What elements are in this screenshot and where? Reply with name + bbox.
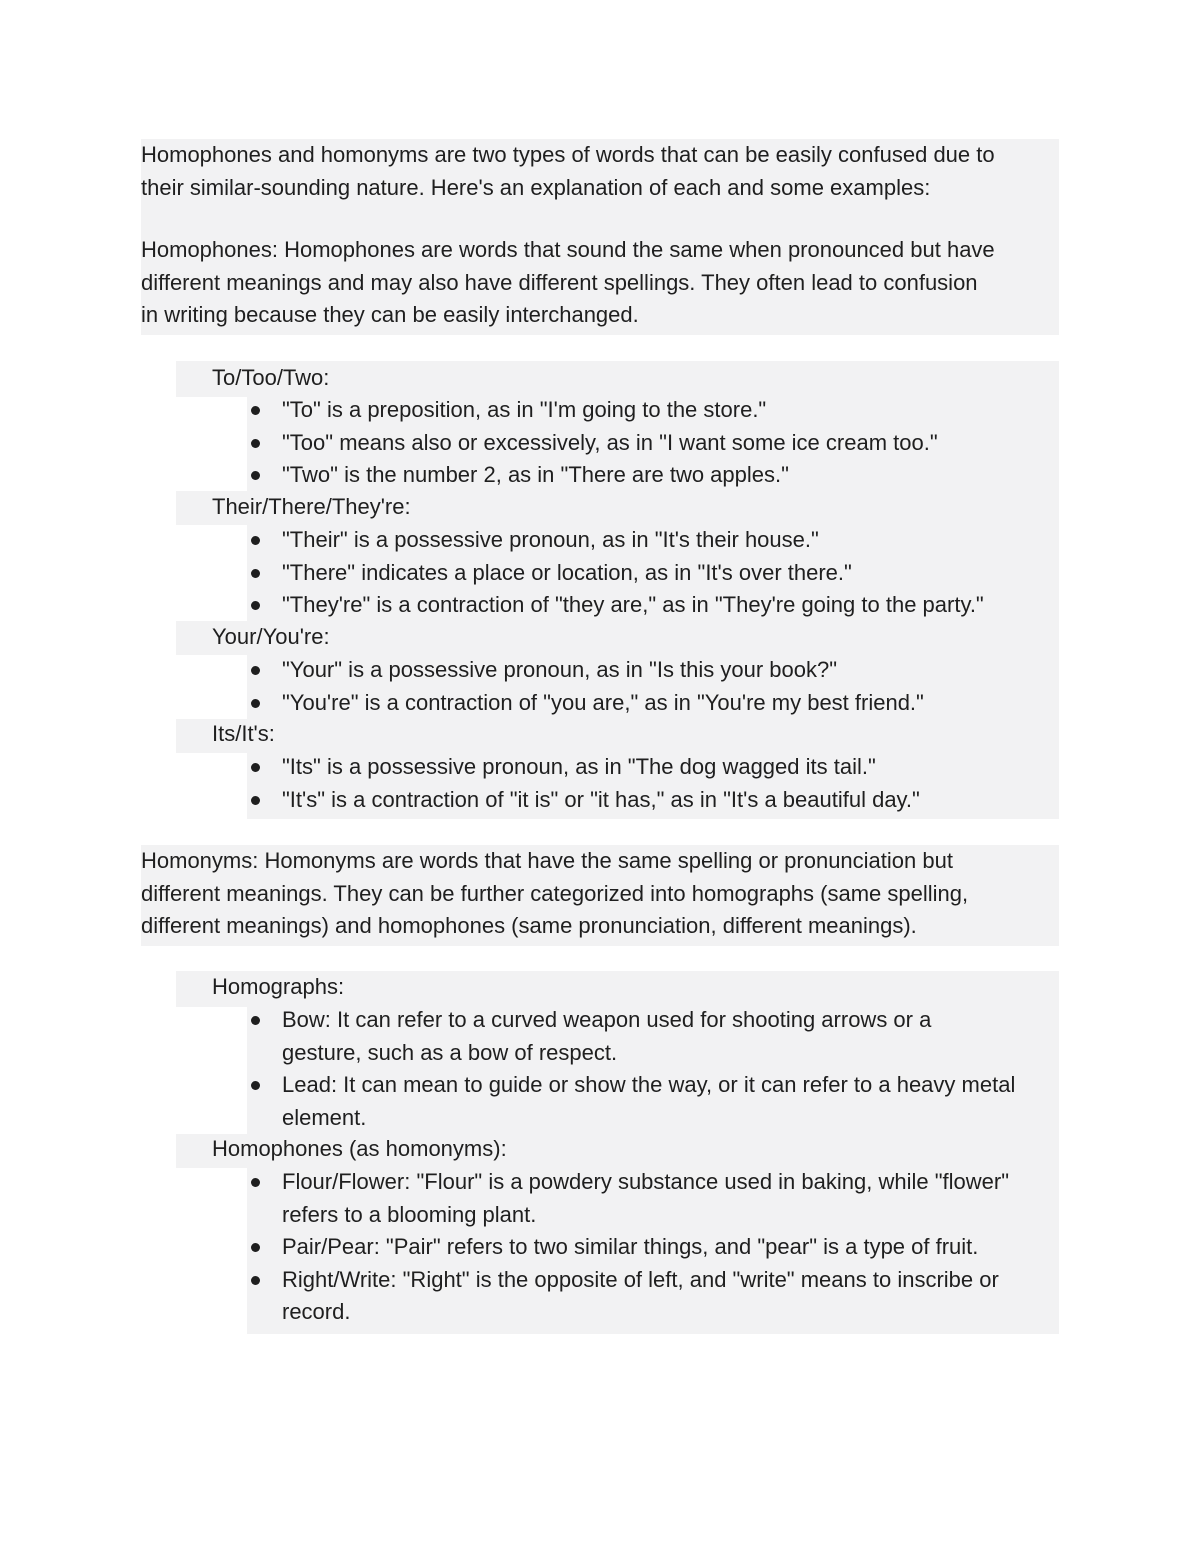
bullet-icon	[251, 569, 260, 578]
intro-paragraph	[141, 139, 1059, 203]
bullet-icon	[251, 763, 260, 772]
list-item: Lead: It can mean to guide or show the way, or it can refer to a heavy metal element.	[247, 1069, 1059, 1134]
bullet-icon	[251, 1178, 260, 1187]
list-item: "They're" is a contraction of "they are," as in "They're going to the party."	[247, 589, 1059, 622]
bullet-icon	[251, 1016, 260, 1025]
bullet-icon	[251, 439, 260, 448]
list-their-there-theyre	[247, 524, 1059, 622]
homophones-def-line-3: in writing because they can be easily interchanged.	[141, 302, 639, 327]
group-heading-your-youre: Your/You're:	[212, 624, 330, 649]
list-item: Flour/Flower: "Flour" is a powdery substance used in baking, while "flower" refers to a blooming plant.	[247, 1166, 1059, 1231]
list-item: "There" indicates a place or location, as in "It's over there."	[247, 557, 1059, 590]
homophones-def-line-1: Homophones: Homophones are words that sound the same when pronounced but have	[141, 237, 995, 262]
group-heading-to-too-two: To/Too/Two:	[212, 365, 330, 390]
homonyms-def-line-3: different meanings) and homophones (same pronunciation, different meanings).	[141, 913, 917, 938]
list-your-youre	[247, 654, 1059, 719]
bullet-icon	[251, 406, 260, 415]
list-item: Pair/Pear: "Pair" refers to two similar things, and "pear" is a type of fruit.	[247, 1231, 1059, 1264]
homonyms-def-line-2: different meanings. They can be further categorized into homographs (same spelling,	[141, 880, 969, 906]
bullet-icon	[251, 1081, 260, 1090]
list-item: "Its" is a possessive pronoun, as in "The dog wagged its tail."	[247, 751, 1059, 784]
list-item: Right/Write: "Right" is the opposite of left, and "write" means to inscribe or record.	[247, 1264, 1059, 1329]
bullet-icon	[251, 796, 260, 805]
group-heading-their-there-theyre: Their/There/They're:	[212, 494, 411, 519]
bullet-icon	[251, 536, 260, 545]
list-item: "Their" is a possessive pronoun, as in "It's their house."	[247, 524, 1059, 557]
list-homophones-as-homonyms	[247, 1166, 1059, 1334]
group-heading-homophones-as-homonyms: Homophones (as homonyms):	[212, 1136, 507, 1161]
bullet-icon	[251, 1243, 260, 1252]
list-item: "Too" means also or excessively, as in "I want some ice cream too."	[247, 427, 1059, 460]
bullet-icon	[251, 471, 260, 480]
list-item: "Your" is a possessive pronoun, as in "Is this your book?"	[247, 654, 1059, 687]
list-its-its	[247, 751, 1059, 819]
list-item: "To" is a preposition, as in "I'm going to the store."	[247, 394, 1059, 427]
intro-line-1: Homophones and homonyms are two types of words that can be easily confused due to	[141, 142, 995, 167]
bullet-icon	[251, 1276, 260, 1285]
bullet-icon	[251, 699, 260, 708]
homonyms-def-line-1: Homonyms: Homonyms are words that have the same spelling or pronunciation but	[141, 848, 953, 873]
bullet-icon	[251, 601, 260, 610]
homonyms-definition	[141, 845, 1059, 946]
list-item: "It's" is a contraction of "it is" or "it has," as in "It's a beautiful day."	[247, 784, 1059, 817]
group-heading-its-its: Its/It's:	[212, 721, 275, 746]
bullet-icon	[251, 666, 260, 675]
list-item: Bow: It can refer to a curved weapon used for shooting arrows or a gesture, such as a bow of respect.	[247, 1004, 1059, 1069]
list-to-too-two	[247, 394, 1059, 492]
list-item: "Two" is the number 2, as in "There are two apples."	[247, 459, 1059, 492]
homophones-definition	[141, 234, 1059, 335]
list-item: "You're" is a contraction of "you are," as in "You're my best friend."	[247, 687, 1059, 720]
intro-spacer	[141, 203, 1059, 235]
intro-line-2: their similar-sounding nature. Here's an explanation of each and some examples:	[141, 174, 931, 200]
list-homographs	[247, 1004, 1059, 1134]
group-heading-bg	[176, 719, 1059, 753]
homophones-def-line-2: different meanings and may also have different spellings. They often lead to confusion	[141, 269, 978, 295]
group-heading-homographs: Homographs:	[212, 974, 345, 999]
